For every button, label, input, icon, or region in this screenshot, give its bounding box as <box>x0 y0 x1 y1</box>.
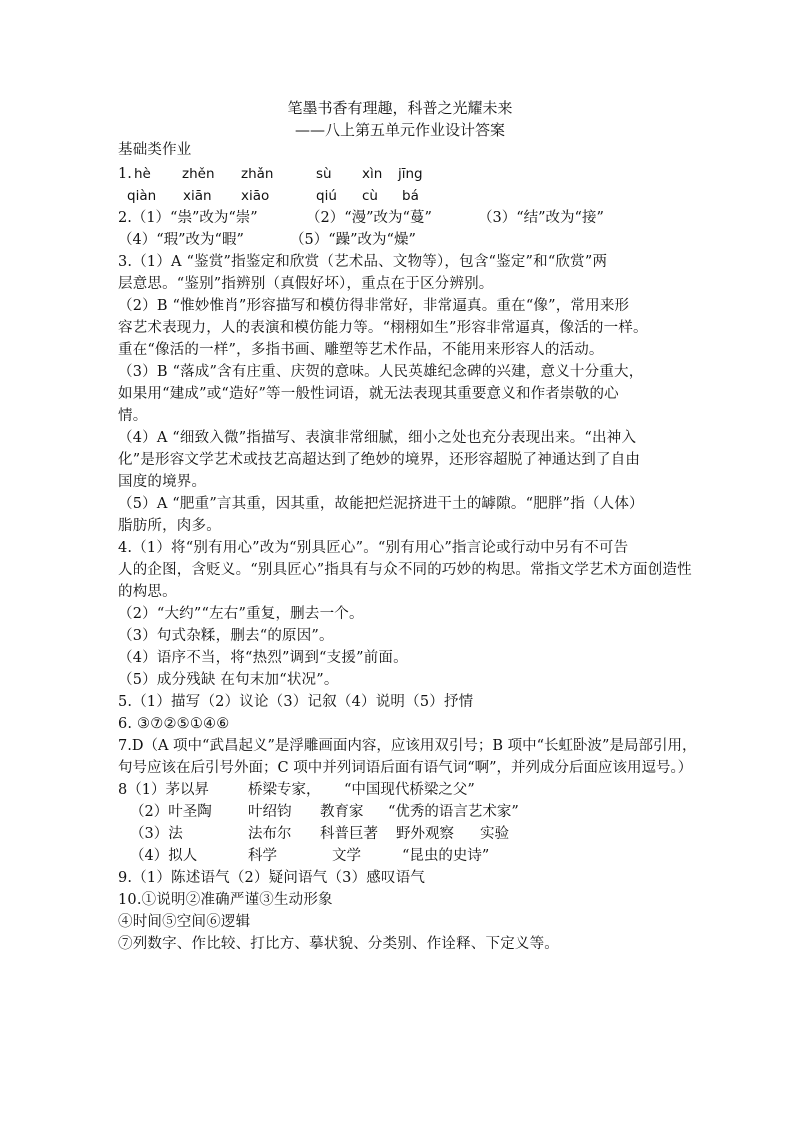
q7-line: 句号应该在后引号外面；C 项中并列词语后面有语气词“啊”，并列成分后面应该用逗号。） <box>118 760 693 776</box>
q8-cell: 文学 <box>332 848 361 864</box>
q3-line: 情。 <box>118 408 148 424</box>
q4-line: （5）成分残缺 在句末加“状况”。 <box>118 672 339 688</box>
document-subtitle: ——八上第五单元作业设计答案 <box>294 121 505 139</box>
q10-line: ⑦列数字、作比较、打比方、摹状貌、分类别、作诠释、下定义等。 <box>118 936 559 952</box>
pinyin-item: cù <box>362 188 378 204</box>
q3-line: 脂肪所，肉多。 <box>118 518 221 534</box>
q8-cell: 桥梁专家， <box>248 782 321 798</box>
pinyin-item: qiú <box>316 188 337 204</box>
pinyin-item: bá <box>402 188 419 204</box>
q4-line: 人的企图，含贬义。“别具匠心”指具有与众不同的巧妙的构思。常指文学艺术方面创造性 <box>118 562 692 578</box>
q1-label: 1. <box>118 166 132 182</box>
q3-line: 层意思。“鉴别”指辨别（真假好坏），重点在于区分辨别。 <box>118 276 494 292</box>
pinyin-item: sù <box>316 166 332 182</box>
q4-line: 4.（1）将“别有用心”改为“别具匠心”。“别有用心”指言论或行动中另有不可告 <box>118 540 629 556</box>
q3-line: 容艺术表现力，人的表演和模仿能力等。“栩栩如生”形容非常逼真，像活的一样。 <box>118 320 648 336</box>
q3-line: （2）B “惟妙惟肖”形容描写和模仿得非常好，非常逼真。重在“像”，常用来形 <box>118 298 630 314</box>
q10-line: 10.①说明②准确严谨③生动形象 <box>118 892 333 908</box>
q8-cell: 野外观察 <box>396 826 454 842</box>
pinyin-item: xiān <box>183 188 212 204</box>
pinyin-item: xiāo <box>241 188 270 204</box>
q4-line: （3）句式杂糅，删去“的原因”。 <box>118 628 334 644</box>
q8-cell: 教育家 <box>320 804 364 820</box>
pinyin-item: qiàn <box>127 188 157 204</box>
q4-line: （2）“大约”“左右”重复，删去一个。 <box>118 606 364 622</box>
q3-line: （4）A “细致入微”指描写、表演非常细腻，细小之处也充分表现出来。“出神入 <box>118 430 637 446</box>
q3-line: 国度的境界。 <box>118 474 207 490</box>
pinyin-item: xìn <box>362 166 383 182</box>
q8-cell: 实验 <box>480 826 509 842</box>
q8-row-num: 8（1）茅以昇 <box>118 782 209 798</box>
document-title: 笔墨书香有理趣，科普之光耀未来 <box>287 99 513 117</box>
q8-row-num: （3）法 <box>130 826 183 842</box>
q4-line: （4）语序不当，将“热烈”调到“支援”前面。 <box>118 650 408 666</box>
q3-line: 3.（1）A “鉴赏”指鉴定和欣赏（艺术品、文物等），包含“鉴定”和“欣赏”两 <box>118 254 608 270</box>
q3-line: 如果用“建成”或“造好”等一般性词语，就无法表现其重要意义和作者崇敬的心 <box>118 386 619 402</box>
q8-row-num: （2）叶圣陶 <box>130 804 212 820</box>
q8-cell: “昆虫的史诗” <box>402 848 490 864</box>
pinyin-item: zhǎn <box>241 166 274 182</box>
q2-item: （3）“结”改为“接” <box>478 210 604 226</box>
q6-line: 6. ③⑦②⑤①④⑥ <box>118 716 230 732</box>
q4-line: 的构思。 <box>118 584 177 600</box>
q9-line: 9.（1）陈述语气（2）疑问语气（3）感叹语气 <box>118 870 426 886</box>
q7-line: 7.D（A 项中“武昌起义”是浮雕画面内容，应该用双引号；B 项中“长虹卧波”是局部引用， <box>118 738 697 754</box>
q5-line: 5.（1）描写（2）议论（3）记叙（4）说明（5）抒情 <box>118 694 474 710</box>
q8-cell: “中国现代桥梁之父” <box>344 782 475 798</box>
q10-line: ④时间⑤空间⑥逻辑 <box>118 914 251 930</box>
pinyin-item: hè <box>134 166 151 182</box>
pinyin-item: zhěn <box>182 166 215 182</box>
q8-cell: “优秀的语言艺术家” <box>388 804 519 820</box>
q3-line: 化”是形容文学艺术或技艺高超达到了绝妙的境界，还形容超脱了神通达到了自由 <box>118 452 641 468</box>
q2-item: （2）“漫”改为“蔓” <box>306 210 432 226</box>
q2-item: （5）“躁”改为“燥” <box>290 232 416 248</box>
q3-line: （5）A “肥重”言其重，因其重，故能把烂泥挤进干土的罅隙。“肥胖”指（人体） <box>118 496 644 512</box>
q8-cell: 科学 <box>248 848 277 864</box>
pinyin-item: jīng <box>398 166 423 182</box>
q3-line: （3）B “落成”含有庄重、庆贺的意味。人民英雄纪念碑的兴建，意义十分重大， <box>118 364 644 380</box>
q8-cell: 科普巨著 <box>320 826 378 842</box>
q2-item: 2.（1）“祟”改为“崇” <box>118 210 258 226</box>
q3-line: 重在“像活的一样”，多指书画、雕塑等艺术作品，不能用来形容人的活动。 <box>118 342 604 358</box>
q2-item: （4）“瑕”改为“暇” <box>118 232 244 248</box>
section-heading: 基础类作业 <box>118 142 192 158</box>
q8-cell: 叶绍钧 <box>248 804 292 820</box>
q8-row-num: （4）拟人 <box>130 848 198 864</box>
q8-cell: 法布尔 <box>248 826 292 842</box>
